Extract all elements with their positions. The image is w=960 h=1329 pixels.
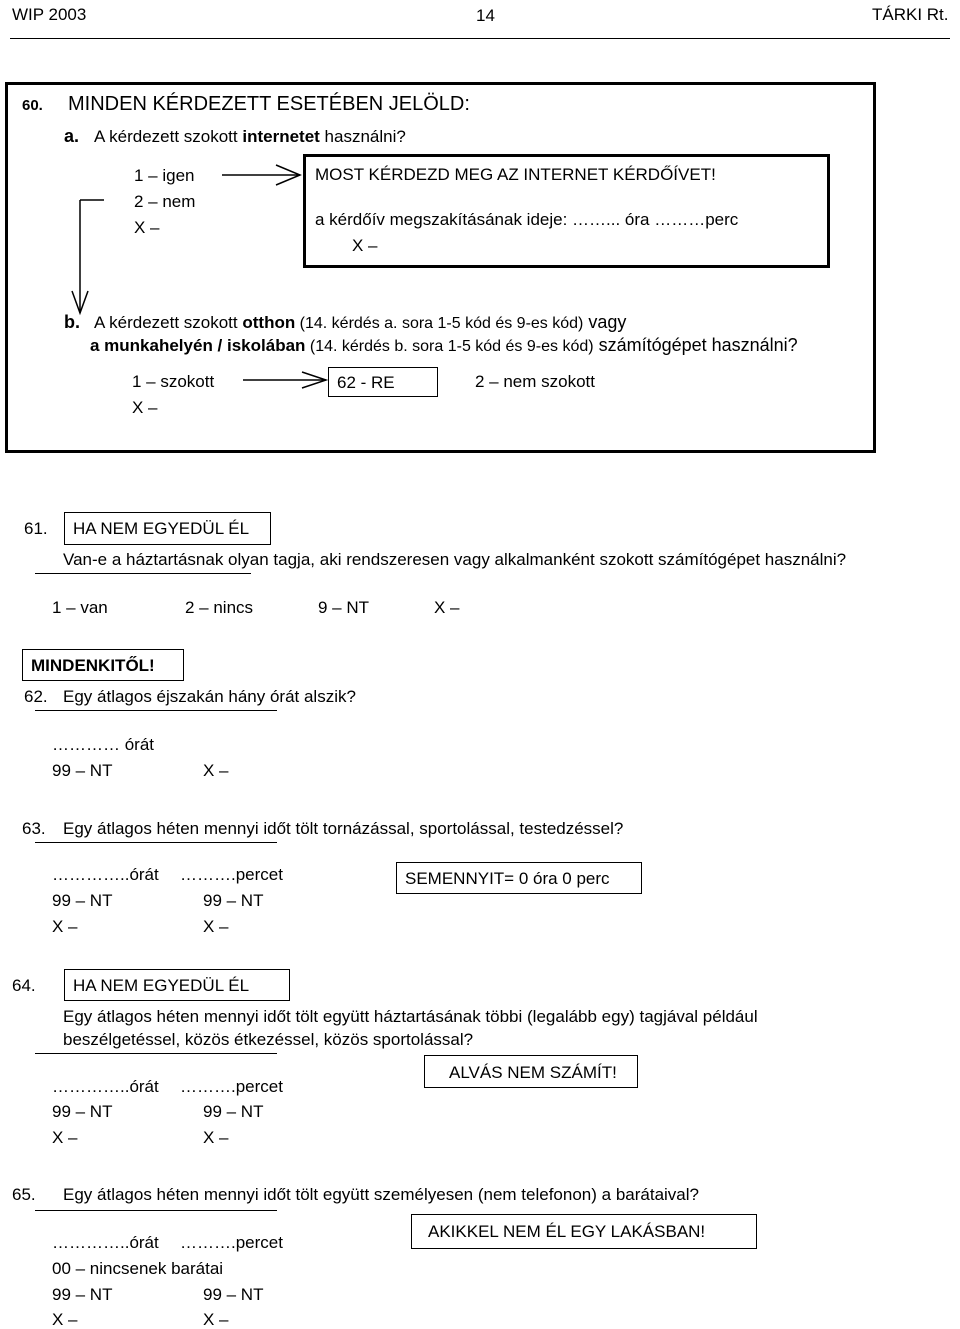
internet-questionnaire-title: MOST KÉRDEZD MEG AZ INTERNET KÉRDŐÍVET! xyxy=(315,165,716,184)
q64-rule xyxy=(35,1053,277,1054)
q61-question: Van-e a háztartásnak olyan tagja, aki rendszeresen vagy alkalmanként szokott számítógépet használni? xyxy=(63,550,847,569)
q60b-option-not-uses[interactable]: 2 – nem szokott xyxy=(475,372,596,391)
page-number: 14 xyxy=(476,6,495,25)
q61-option-no[interactable]: 2 – nincs xyxy=(185,598,254,617)
q64-minutes-x[interactable]: X – xyxy=(203,1128,229,1147)
q65-question: Egy átlagos héten mennyi időt tölt együtt személyesen (nem telefonon) a barátaival? xyxy=(63,1185,699,1204)
q65-hours-x[interactable]: X – xyxy=(52,1310,78,1329)
q65-minutes[interactable]: ……….percet xyxy=(180,1233,283,1252)
q64-hours-nt[interactable]: 99 – NT xyxy=(52,1102,113,1121)
q61-number: 61. xyxy=(24,519,48,538)
q64-question-line1: Egy átlagos héten mennyi időt tölt együtt háztartásának többi (legalább egy) tagjával például xyxy=(63,1007,758,1026)
q60a-option-x[interactable]: X – xyxy=(134,218,160,237)
q64-note-box: ALVÁS NEM SZÁMÍT! xyxy=(424,1055,638,1088)
header-left: WIP 2003 xyxy=(12,5,87,24)
q65-number: 65. xyxy=(12,1185,36,1204)
q64-hours[interactable]: …………..órát xyxy=(52,1077,159,1096)
q60a-option-no[interactable]: 2 – nem xyxy=(134,192,196,211)
q63-hours-nt[interactable]: 99 – NT xyxy=(52,891,113,910)
q64-hours-x[interactable]: X – xyxy=(52,1128,78,1147)
everyone-box: MINDENKITŐL! xyxy=(22,649,184,681)
q61-option-x[interactable]: X – xyxy=(434,598,460,617)
q62-option-x[interactable]: X – xyxy=(203,761,229,780)
q64-minutes-nt[interactable]: 99 – NT xyxy=(203,1102,264,1121)
q63-hours-x[interactable]: X – xyxy=(52,917,78,936)
q63-hours[interactable]: …………..órát xyxy=(52,865,159,884)
q64-filter-box: HA NEM EGYEDÜL ÉL xyxy=(64,969,290,1001)
q64-number: 64. xyxy=(12,976,36,995)
q61-rule xyxy=(35,573,251,574)
q61-option-nt[interactable]: 9 – NT xyxy=(318,598,370,617)
q62-number: 62. xyxy=(24,687,48,706)
q64-question-line2: beszélgetéssel, közös étkezéssel, közös sportolással? xyxy=(63,1030,474,1049)
q60b-option-x[interactable]: X – xyxy=(132,398,158,417)
interruption-option-x[interactable]: X – xyxy=(352,236,378,255)
q65-option-no-friends[interactable]: 00 – nincsenek barátai xyxy=(52,1259,224,1278)
interruption-time-line[interactable]: a kérdőív megszakításának ideje: ……... óra ………perc xyxy=(315,210,739,229)
q60a-question: A kérdezett szokott internetet használni? xyxy=(94,127,406,146)
q61-option-yes[interactable]: 1 – van xyxy=(52,598,108,617)
q65-hours-nt[interactable]: 99 – NT xyxy=(52,1285,113,1304)
q60-title: MINDEN KÉRDEZETT ESETÉBEN JELÖLD: xyxy=(68,93,470,115)
q63-rule xyxy=(35,842,277,843)
q63-question: Egy átlagos héten mennyi időt tölt tornázással, sportolással, testedzéssel? xyxy=(63,819,624,838)
q64-minutes[interactable]: ……….percet xyxy=(180,1077,283,1096)
q62-rule xyxy=(35,710,277,711)
q63-minutes-nt[interactable]: 99 – NT xyxy=(203,891,264,910)
header-right: TÁRKI Rt. xyxy=(872,5,949,24)
q60b-question-line1: A kérdezett szokott otthon (14. kérdés a. sora 1-5 kód és 9-es kód) vagy xyxy=(94,312,627,332)
q62-question: Egy átlagos éjszakán hány órát alszik? xyxy=(63,687,356,706)
q60b-question-line2: a munkahelyén / iskolában (14. kérdés b. sora 1-5 kód és 9-es kód) számítógépet használni? xyxy=(90,335,798,355)
q65-hours[interactable]: …………..órát xyxy=(52,1233,159,1252)
q63-note-box: SEMENNYIT= 0 óra 0 perc xyxy=(396,862,642,894)
q62-option-nt[interactable]: 99 – NT xyxy=(52,761,113,780)
q61-filter-box: HA NEM EGYEDÜL ÉL xyxy=(64,512,271,545)
q63-minutes-x[interactable]: X – xyxy=(203,917,229,936)
q65-minutes-x[interactable]: X – xyxy=(203,1310,229,1329)
q62-hours[interactable]: ………… órát xyxy=(52,735,155,754)
skip-to-62-box: 62 - RE xyxy=(328,367,438,397)
q60b-option-uses[interactable]: 1 – szokott xyxy=(132,372,215,391)
q63-number: 63. xyxy=(22,819,46,838)
q60a-option-yes[interactable]: 1 – igen xyxy=(134,166,195,185)
q60a-letter: a. xyxy=(64,126,80,146)
q60-number: 60. xyxy=(22,97,43,114)
q65-note-box: AKIKKEL NEM ÉL EGY LAKÁSBAN! xyxy=(411,1214,757,1249)
q63-minutes[interactable]: ……….percet xyxy=(180,865,283,884)
q65-minutes-nt[interactable]: 99 – NT xyxy=(203,1285,264,1304)
q60b-letter: b. xyxy=(64,312,80,332)
q65-rule xyxy=(35,1210,277,1211)
